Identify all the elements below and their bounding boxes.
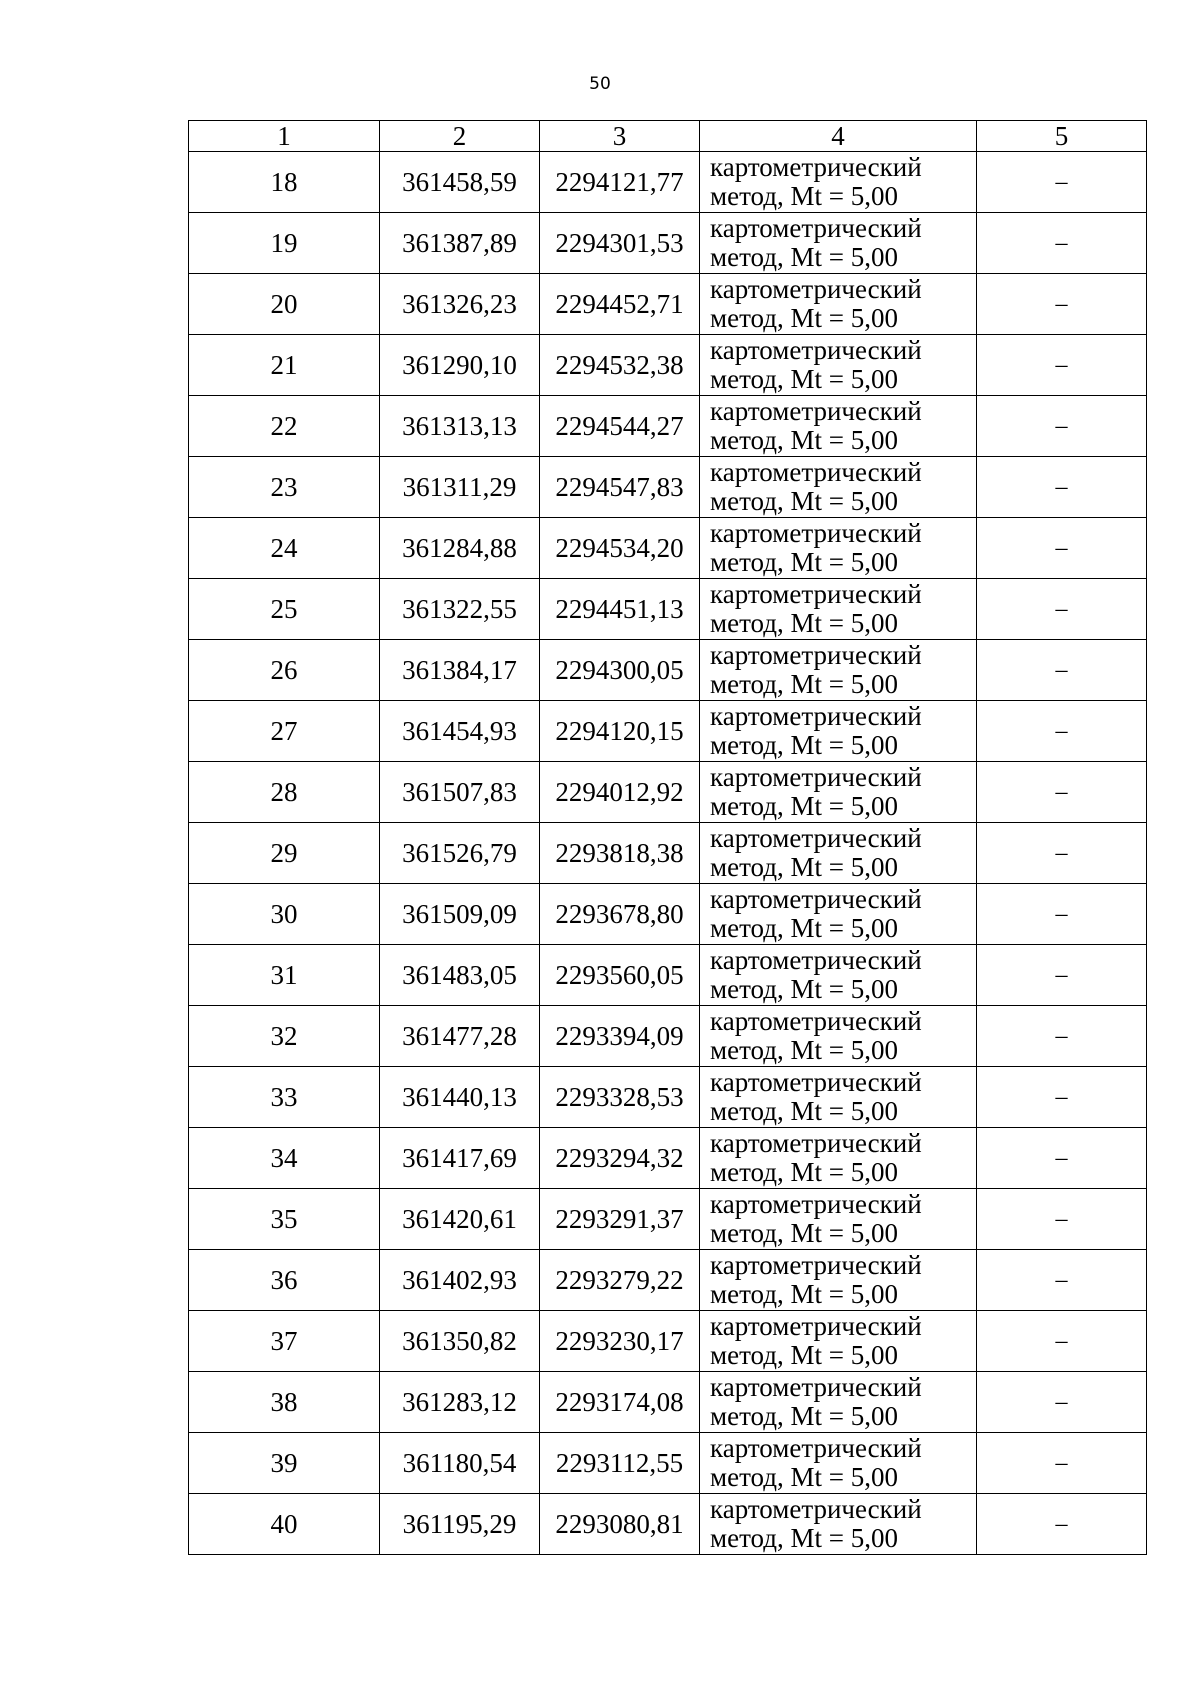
column-5-cell: – — [977, 1006, 1147, 1067]
x-coordinate-cell: 361402,93 — [380, 1250, 540, 1311]
method-line-1: картометрический — [710, 945, 922, 975]
column-5-cell: – — [977, 1067, 1147, 1128]
method-line-1: картометрический — [710, 640, 922, 670]
method-line-1: картометрический — [710, 1311, 922, 1341]
point-number-cell: 36 — [189, 1250, 380, 1311]
x-coordinate-cell: 361290,10 — [380, 335, 540, 396]
method-line-2: метод, Mt = 5,00 — [710, 303, 898, 333]
table-row — [189, 213, 1147, 274]
point-number-cell: 37 — [189, 1311, 380, 1372]
point-number-cell: 22 — [189, 396, 380, 457]
method-line-2: метод, Mt = 5,00 — [710, 242, 898, 272]
method-line-2: метод, Mt = 5,00 — [710, 1157, 898, 1187]
x-coordinate-cell: 361284,88 — [380, 518, 540, 579]
column-5-cell: – — [977, 152, 1147, 213]
table-row — [189, 1128, 1147, 1189]
x-coordinate-cell: 361326,23 — [380, 274, 540, 335]
x-coordinate-cell: 361526,79 — [380, 823, 540, 884]
method-line-2: метод, Mt = 5,00 — [710, 1401, 898, 1431]
x-coordinate-cell: 361350,82 — [380, 1311, 540, 1372]
column-5-cell: – — [977, 1494, 1147, 1555]
method-cell — [700, 1433, 977, 1494]
y-coordinate-cell: 2293279,22 — [540, 1250, 700, 1311]
method-cell — [700, 1372, 977, 1433]
method-line-2: метод, Mt = 5,00 — [710, 730, 898, 760]
point-number-cell: 38 — [189, 1372, 380, 1433]
method-line-1: картометрический — [710, 518, 922, 548]
method-cell — [700, 213, 977, 274]
x-coordinate-cell: 361458,59 — [380, 152, 540, 213]
method-line-2: метод, Mt = 5,00 — [710, 669, 898, 699]
column-5-cell: – — [977, 396, 1147, 457]
method-line-2: метод, Mt = 5,00 — [710, 791, 898, 821]
point-number-cell: 26 — [189, 640, 380, 701]
method-cell — [700, 396, 977, 457]
y-coordinate-cell: 2294121,77 — [540, 152, 700, 213]
column-5-cell: – — [977, 457, 1147, 518]
table-row — [189, 640, 1147, 701]
x-coordinate-cell: 361195,29 — [380, 1494, 540, 1555]
x-coordinate-cell: 361477,28 — [380, 1006, 540, 1067]
method-cell — [700, 1006, 977, 1067]
method-cell — [700, 1250, 977, 1311]
table-row — [189, 762, 1147, 823]
method-line-1: картометрический — [710, 1433, 922, 1463]
method-line-2: метод, Mt = 5,00 — [710, 1096, 898, 1126]
table-row — [189, 396, 1147, 457]
y-coordinate-cell: 2294544,27 — [540, 396, 700, 457]
table-body — [189, 152, 1147, 1555]
point-number-cell: 35 — [189, 1189, 380, 1250]
method-cell — [700, 701, 977, 762]
y-coordinate-cell: 2293394,09 — [540, 1006, 700, 1067]
point-number-cell: 23 — [189, 457, 380, 518]
method-line-2: метод, Mt = 5,00 — [710, 364, 898, 394]
method-line-1: картометрический — [710, 213, 922, 243]
point-number-cell: 33 — [189, 1067, 380, 1128]
table-row — [189, 1433, 1147, 1494]
method-line-1: картометрический — [710, 1250, 922, 1280]
column-5-cell: – — [977, 762, 1147, 823]
x-coordinate-cell: 361387,89 — [380, 213, 540, 274]
method-line-1: картометрический — [710, 884, 922, 914]
y-coordinate-cell: 2293678,80 — [540, 884, 700, 945]
y-coordinate-cell: 2293291,37 — [540, 1189, 700, 1250]
method-line-2: метод, Mt = 5,00 — [710, 181, 898, 211]
column-5-cell: – — [977, 518, 1147, 579]
x-coordinate-cell: 361420,61 — [380, 1189, 540, 1250]
x-coordinate-cell: 361454,93 — [380, 701, 540, 762]
table-row — [189, 274, 1147, 335]
point-number-cell: 32 — [189, 1006, 380, 1067]
method-line-1: картометрический — [710, 579, 922, 609]
method-cell — [700, 518, 977, 579]
method-line-1: картометрический — [710, 152, 922, 182]
table-row — [189, 1067, 1147, 1128]
column-5-cell: – — [977, 1128, 1147, 1189]
point-number-cell: 34 — [189, 1128, 380, 1189]
method-cell — [700, 274, 977, 335]
y-coordinate-cell: 2293294,32 — [540, 1128, 700, 1189]
x-coordinate-cell: 361180,54 — [380, 1433, 540, 1494]
method-cell — [700, 640, 977, 701]
column-5-cell: – — [977, 274, 1147, 335]
header-col-2: 2 — [380, 121, 540, 152]
x-coordinate-cell: 361313,13 — [380, 396, 540, 457]
table-row — [189, 1250, 1147, 1311]
column-5-cell: – — [977, 213, 1147, 274]
x-coordinate-cell: 361483,05 — [380, 945, 540, 1006]
x-coordinate-cell: 361283,12 — [380, 1372, 540, 1433]
column-5-cell: – — [977, 1189, 1147, 1250]
point-number-cell: 29 — [189, 823, 380, 884]
y-coordinate-cell: 2293818,38 — [540, 823, 700, 884]
coordinates-table — [188, 120, 1147, 1555]
point-number-cell: 18 — [189, 152, 380, 213]
point-number-cell: 21 — [189, 335, 380, 396]
point-number-cell: 27 — [189, 701, 380, 762]
header-col-5: 5 — [977, 121, 1147, 152]
method-cell — [700, 152, 977, 213]
method-cell — [700, 457, 977, 518]
y-coordinate-cell: 2293328,53 — [540, 1067, 700, 1128]
table-row — [189, 1189, 1147, 1250]
method-cell — [700, 1067, 977, 1128]
method-cell — [700, 945, 977, 1006]
y-coordinate-cell: 2294300,05 — [540, 640, 700, 701]
x-coordinate-cell: 361311,29 — [380, 457, 540, 518]
method-cell — [700, 823, 977, 884]
y-coordinate-cell: 2293112,55 — [540, 1433, 700, 1494]
table-row — [189, 884, 1147, 945]
method-cell — [700, 762, 977, 823]
table-row — [189, 945, 1147, 1006]
point-number-cell: 39 — [189, 1433, 380, 1494]
method-cell — [700, 1494, 977, 1555]
method-cell — [700, 1189, 977, 1250]
page-number: 50 — [589, 74, 611, 94]
method-line-2: метод, Mt = 5,00 — [710, 547, 898, 577]
point-number-cell: 19 — [189, 213, 380, 274]
table-row — [189, 579, 1147, 640]
method-cell — [700, 335, 977, 396]
table-row — [189, 152, 1147, 213]
table-row — [189, 518, 1147, 579]
method-line-2: метод, Mt = 5,00 — [710, 1523, 898, 1553]
method-line-1: картометрический — [710, 457, 922, 487]
column-5-cell: – — [977, 1372, 1147, 1433]
point-number-cell: 40 — [189, 1494, 380, 1555]
method-line-1: картометрический — [710, 335, 922, 365]
point-number-cell: 31 — [189, 945, 380, 1006]
column-5-cell: – — [977, 335, 1147, 396]
table-row — [189, 1372, 1147, 1433]
header-col-4: 4 — [700, 121, 977, 152]
x-coordinate-cell: 361509,09 — [380, 884, 540, 945]
y-coordinate-cell: 2293080,81 — [540, 1494, 700, 1555]
column-5-cell: – — [977, 945, 1147, 1006]
column-5-cell: – — [977, 579, 1147, 640]
x-coordinate-cell: 361384,17 — [380, 640, 540, 701]
y-coordinate-cell: 2293560,05 — [540, 945, 700, 1006]
table-row — [189, 1494, 1147, 1555]
method-line-1: картометрический — [710, 274, 922, 304]
method-line-1: картометрический — [710, 396, 922, 426]
method-cell — [700, 884, 977, 945]
table-row — [189, 335, 1147, 396]
x-coordinate-cell: 361440,13 — [380, 1067, 540, 1128]
method-line-2: метод, Mt = 5,00 — [710, 1218, 898, 1248]
y-coordinate-cell: 2294301,53 — [540, 213, 700, 274]
method-line-1: картометрический — [710, 1128, 922, 1158]
method-line-2: метод, Mt = 5,00 — [710, 1340, 898, 1370]
point-number-cell: 28 — [189, 762, 380, 823]
y-coordinate-cell: 2294534,20 — [540, 518, 700, 579]
point-number-cell: 30 — [189, 884, 380, 945]
method-line-1: картометрический — [710, 1189, 922, 1219]
point-number-cell: 20 — [189, 274, 380, 335]
method-line-2: метод, Mt = 5,00 — [710, 486, 898, 516]
y-coordinate-cell: 2294451,13 — [540, 579, 700, 640]
y-coordinate-cell: 2293174,08 — [540, 1372, 700, 1433]
method-line-1: картометрический — [710, 1372, 922, 1402]
column-5-cell: – — [977, 1250, 1147, 1311]
method-line-2: метод, Mt = 5,00 — [710, 913, 898, 943]
method-line-2: метод, Mt = 5,00 — [710, 974, 898, 1004]
method-line-1: картометрический — [710, 1494, 922, 1524]
method-line-1: картометрический — [710, 701, 922, 731]
x-coordinate-cell: 361507,83 — [380, 762, 540, 823]
column-5-cell: – — [977, 823, 1147, 884]
method-line-1: картометрический — [710, 823, 922, 853]
method-line-1: картометрический — [710, 1067, 922, 1097]
method-line-2: метод, Mt = 5,00 — [710, 1462, 898, 1492]
column-5-cell: – — [977, 640, 1147, 701]
table-row — [189, 1006, 1147, 1067]
column-5-cell: – — [977, 701, 1147, 762]
method-line-1: картометрический — [710, 762, 922, 792]
header-col-1: 1 — [189, 121, 380, 152]
table-row — [189, 457, 1147, 518]
column-5-cell: – — [977, 1311, 1147, 1372]
y-coordinate-cell: 2293230,17 — [540, 1311, 700, 1372]
table-header-row — [189, 121, 1147, 152]
point-number-cell: 25 — [189, 579, 380, 640]
column-5-cell: – — [977, 1433, 1147, 1494]
x-coordinate-cell: 361322,55 — [380, 579, 540, 640]
method-line-2: метод, Mt = 5,00 — [710, 1279, 898, 1309]
table-row — [189, 701, 1147, 762]
table-row — [189, 1311, 1147, 1372]
method-line-2: метод, Mt = 5,00 — [710, 608, 898, 638]
y-coordinate-cell: 2294452,71 — [540, 274, 700, 335]
method-cell — [700, 579, 977, 640]
y-coordinate-cell: 2294547,83 — [540, 457, 700, 518]
method-line-2: метод, Mt = 5,00 — [710, 1035, 898, 1065]
y-coordinate-cell: 2294532,38 — [540, 335, 700, 396]
method-line-2: метод, Mt = 5,00 — [710, 852, 898, 882]
column-5-cell: – — [977, 884, 1147, 945]
method-cell — [700, 1128, 977, 1189]
x-coordinate-cell: 361417,69 — [380, 1128, 540, 1189]
method-line-2: метод, Mt = 5,00 — [710, 425, 898, 455]
method-line-1: картометрический — [710, 1006, 922, 1036]
y-coordinate-cell: 2294012,92 — [540, 762, 700, 823]
point-number-cell: 24 — [189, 518, 380, 579]
y-coordinate-cell: 2294120,15 — [540, 701, 700, 762]
table-row — [189, 823, 1147, 884]
header-col-3: 3 — [540, 121, 700, 152]
method-cell — [700, 1311, 977, 1372]
